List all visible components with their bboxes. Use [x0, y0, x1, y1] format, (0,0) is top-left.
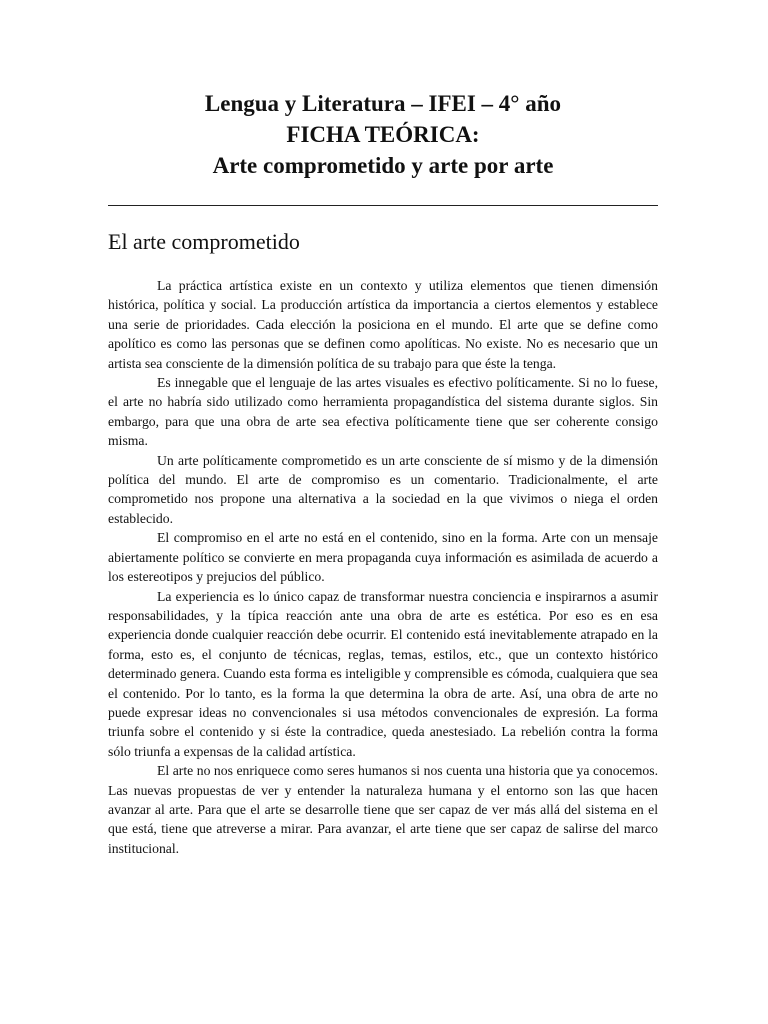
header-divider [108, 205, 658, 206]
header-sheet-type: FICHA TEÓRICA: [286, 122, 480, 147]
section-title: El arte comprometido [108, 229, 300, 254]
paragraph: El compromiso en el arte no está en el contenido, sino en la forma. Arte con un mensaje abiertamente político se convierte en mera propaganda cuya información es asimilada de acuerdo a los estereotipos y prejucios del público. [108, 530, 658, 585]
body-text [108, 276, 658, 858]
paragraph: La práctica artística existe en un contexto y utiliza elementos que tienen dimensión histórica, política y social. La producción artística da importancia a ciertos elementos y establece una serie de prioridades. Cada elección la posiciona en el mundo. El arte que se define como apolítico es como las personas que se definen como apolíticas. No existe. No es necesario que un artista sea consciente de la dimensión política de su trabajo para que éste la tenga. [108, 278, 658, 371]
paragraph: El arte no nos enriquece como seres humanos si nos cuenta una historia que ya conocemos. Las nuevas propuestas de ver y entender la naturaleza humana y el entorno son las que hacen avanzar al arte. Para que el arte se desarrolle tiene que ser capaz de ver más allá del sistema en el que está, tiene que atreverse a mirar. Para avanzar, el arte tiene que ser capaz de salirse del marco institucional. [108, 763, 658, 856]
paragraph: Es innegable que el lenguaje de las artes visuales es efectivo políticamente. Si no lo fuese, el arte no habría sido utilizado como herramienta propagandística del sistema durante siglos. Sin embargo, para que una obra de arte sea efectiva políticamente tiene que ser coherente consigo misma. [108, 375, 658, 449]
paragraph: La experiencia es lo único capaz de transformar nuestra conciencia e inspirarnos a asumir responsabilidades, y la típica reacción ante una obra de arte es estética. Por eso es en esa experiencia donde cualquier reacción debe ocurrir. El contenido está inevitablemente atrapado en la forma, esto es, el conjunto de técnicas, reglas, temas, estilos, etc., que un contexto histórico determinado genera. Cuando esta forma es inteligible y comprensible es cómoda, cualquiera que sea el contenido. Por lo tanto, es la forma la que determina la obra de arte. Así, una obra de arte no puede expresar ideas no convencionales si usa métodos convencionales de expresión. La forma triunfa sobre el contenido y si éste la contradice, queda anestesiado. La rebelión contra la forma sólo triunfa a expensas de la calidad artística. [108, 588, 658, 759]
paragraph: Un arte políticamente comprometido es un arte consciente de sí mismo y de la dimensión política del mundo. El arte de compromiso es un comentario. Tradicionalmente, el arte comprometido nos propone una alternativa a la sociedad en la que vivimos o niega el orden establecido. [108, 452, 658, 526]
header-course-line: Lengua y Literatura – IFEI – 4° año [204, 91, 562, 116]
header-topic: Arte comprometido y arte por arte [212, 153, 554, 178]
document-header [108, 88, 658, 181]
